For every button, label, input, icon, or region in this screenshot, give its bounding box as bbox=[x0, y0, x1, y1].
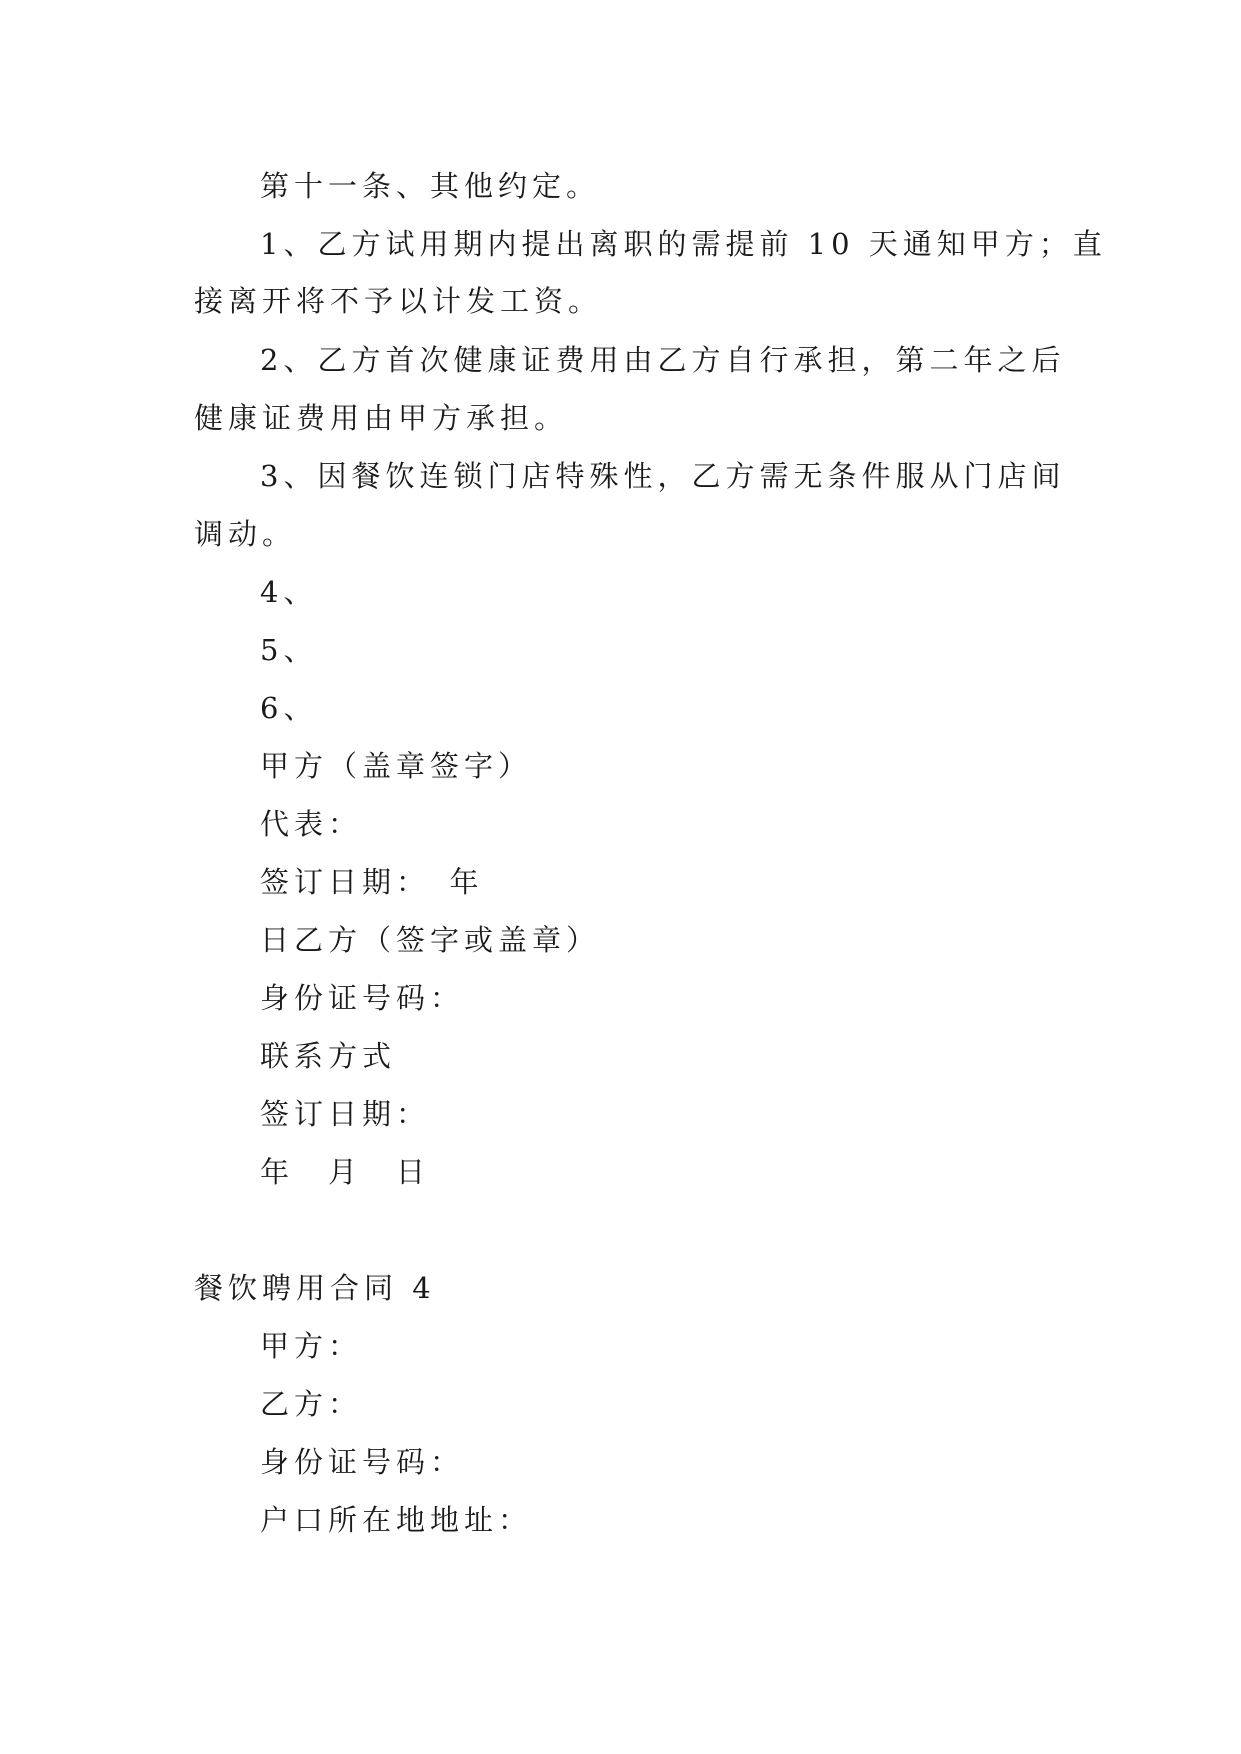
contact-label: 联系方式 bbox=[260, 1039, 397, 1073]
contract-4-id-number: 身份证号码： bbox=[260, 1445, 465, 1479]
date-line: 年 月 日 bbox=[260, 1155, 431, 1189]
id-number-label: 身份证号码： bbox=[260, 981, 465, 1015]
clause-3-line-1: 3、因餐饮连锁门店特殊性，乙方需无条件服从门店间 bbox=[260, 459, 1066, 493]
clause-1-line-1: 1、乙方试用期内提出离职的需提前 10 天通知甲方；直 bbox=[260, 227, 1107, 261]
clause-1-line-2: 接离开将不予以计发工资。 bbox=[194, 284, 603, 318]
party-a-seal-signature: 甲方（盖章签字） bbox=[260, 749, 533, 783]
contract-4-party-a: 甲方： bbox=[260, 1329, 363, 1363]
contract-4-party-b: 乙方： bbox=[260, 1387, 363, 1421]
party-b-signature: 日乙方（签字或盖章） bbox=[260, 923, 601, 957]
clause-5: 5、 bbox=[260, 633, 318, 667]
clause-2-line-2: 健康证费用由甲方承担。 bbox=[194, 401, 569, 435]
clause-6: 6、 bbox=[260, 691, 318, 725]
sign-date-a: 签订日期： 年 bbox=[260, 865, 484, 899]
article-11-heading: 第十一条、其他约定。 bbox=[260, 169, 601, 203]
clause-2-line-1: 2、乙方首次健康证费用由乙方自行承担，第二年之后 bbox=[260, 343, 1066, 377]
contract-4-title: 餐饮聘用合同 4 bbox=[194, 1271, 436, 1305]
clause-3-line-2: 调动。 bbox=[194, 517, 297, 551]
sign-date-b: 签订日期： bbox=[260, 1097, 431, 1131]
clause-4: 4、 bbox=[260, 575, 318, 609]
representative-label: 代表： bbox=[260, 807, 363, 841]
contract-4-household-address: 户口所在地地址： bbox=[260, 1503, 533, 1537]
